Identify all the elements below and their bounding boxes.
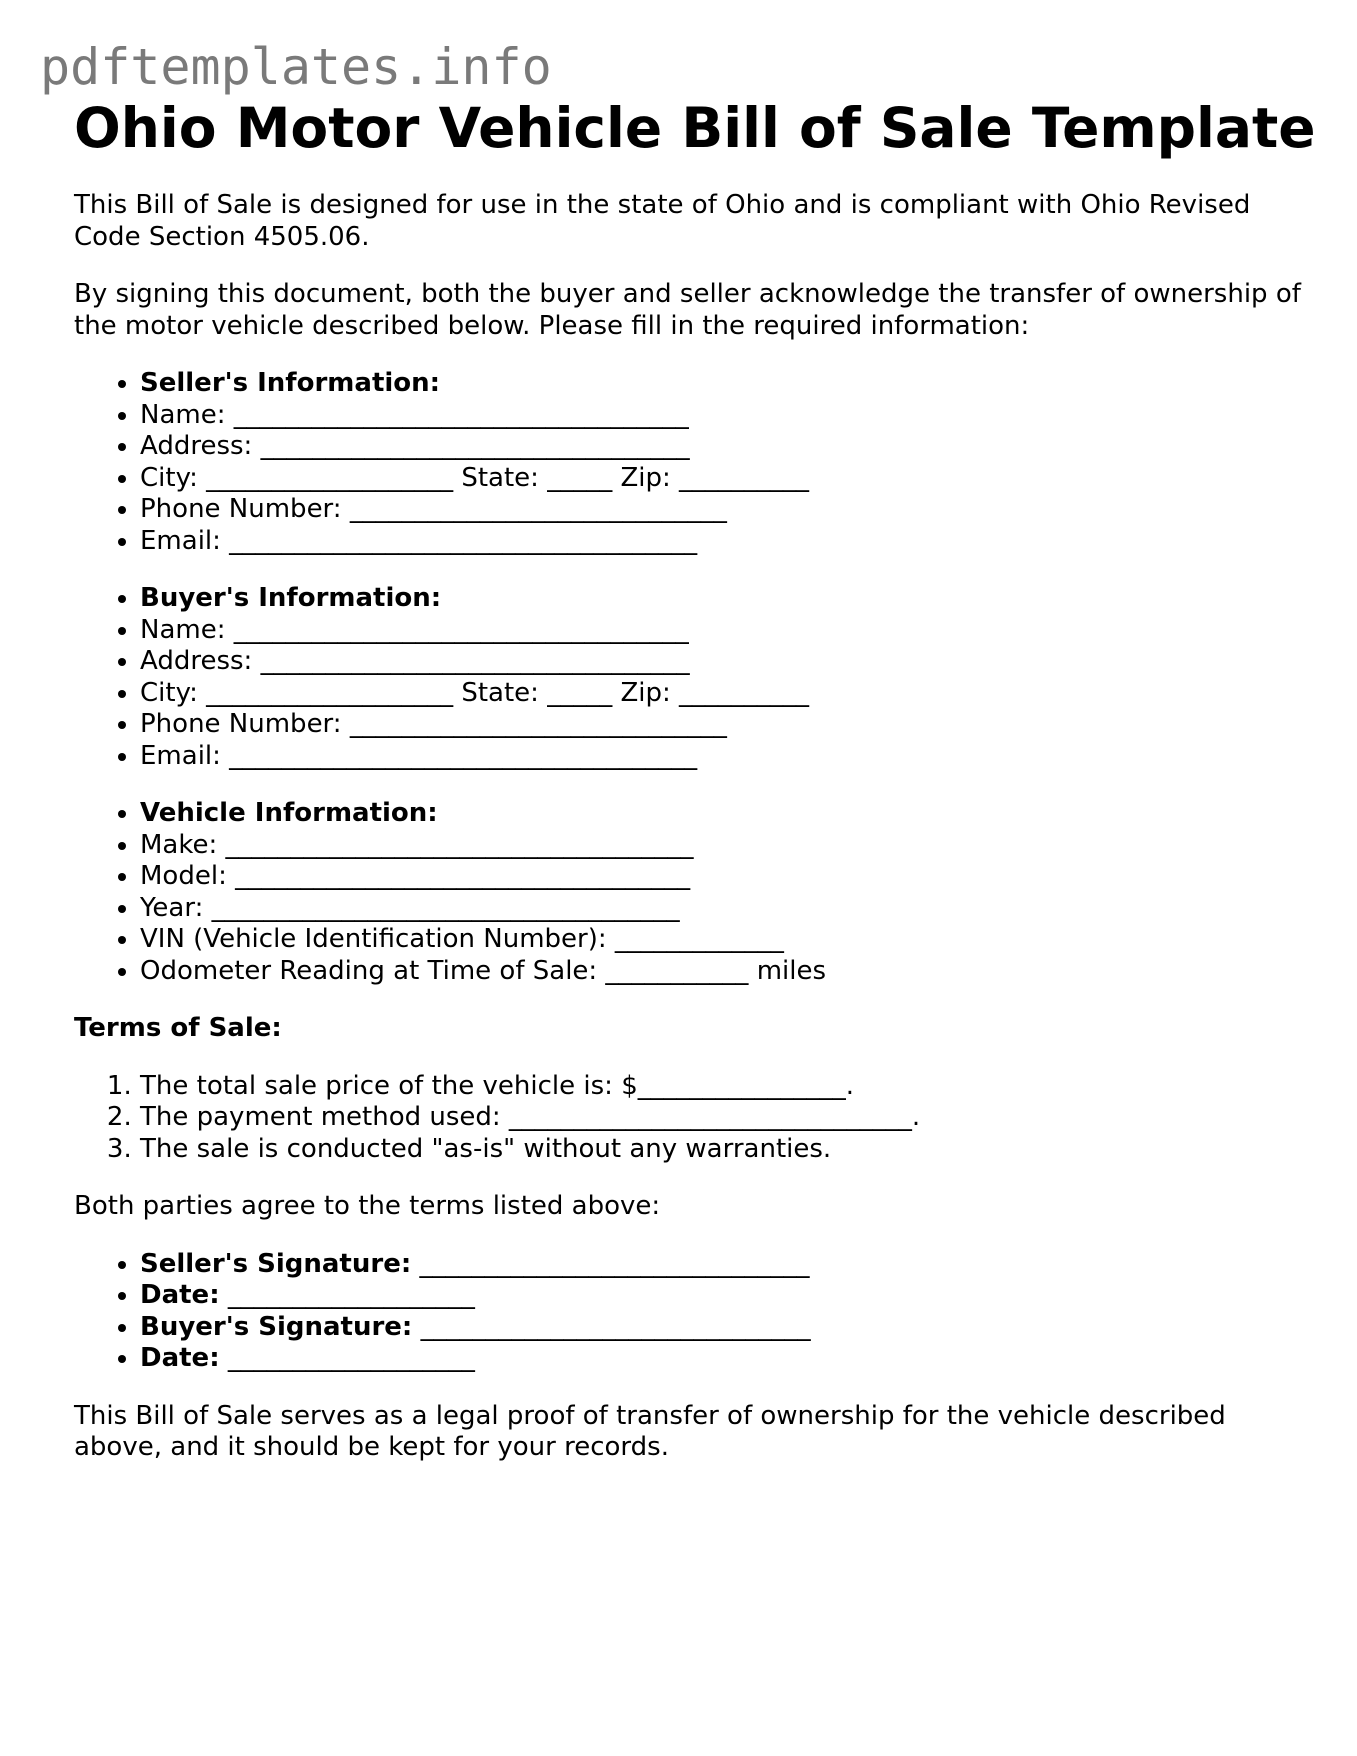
intro-paragraph-2: By signing this document, both the buyer and seller acknowledge the transfer of ownership of the motor vehicle described below. Please fill in the required information:: [74, 279, 1301, 341]
seller-name-field[interactable]: • Name: ___________________________________: [140, 400, 1304, 432]
vehicle-info-list: [74, 798, 1304, 987]
buyer-phone-field[interactable]: • Phone Number: _____________________________: [140, 709, 1304, 741]
seller-date-label: Date:: [140, 1280, 220, 1310]
vehicle-model-field[interactable]: • Model: ___________________________________: [140, 861, 1304, 893]
closing-paragraph: This Bill of Sale serves as a legal proof of transfer of ownership for the vehicle described above, and it should be kept for your records.: [74, 1400, 1226, 1462]
vehicle-odometer-field[interactable]: • Odometer Reading at Time of Sale: ___________ miles: [140, 956, 1304, 988]
seller-signature-line[interactable]: ______________________________: [411, 1248, 810, 1279]
terms-heading: Terms of Sale:: [74, 1013, 282, 1043]
document-title: Ohio Motor Vehicle Bill of Sale Template: [74, 96, 1316, 160]
document-page: [74, 96, 1316, 1464]
watermark: pdftemplates.info: [40, 38, 552, 96]
buyer-email-field[interactable]: • Email: ____________________________________: [140, 741, 1304, 773]
seller-info-list: [74, 368, 1304, 557]
seller-date-field[interactable]: [140, 1280, 1304, 1312]
buyer-signature-line[interactable]: ______________________________: [412, 1311, 811, 1342]
seller-phone-field[interactable]: • Phone Number: _____________________________: [140, 494, 1304, 526]
seller-heading: • Seller's Information:: [140, 368, 1304, 400]
signature-list: [74, 1249, 1304, 1375]
buyer-city-state-zip-field[interactable]: • City: ___________________ State: _____ Zip: __________: [140, 678, 1304, 710]
seller-signature-field[interactable]: [140, 1249, 1304, 1281]
agreement-text: Both parties agree to the terms listed above:: [74, 1191, 661, 1221]
terms-list: [74, 1071, 1304, 1166]
buyer-name-field[interactable]: • Name: ___________________________________: [140, 615, 1304, 647]
buyer-info-list: [74, 583, 1304, 772]
intro-paragraph-1: This Bill of Sale is designed for use in the state of Ohio and is compliant with Ohio Revised Code Section 4505.06.: [74, 190, 1251, 252]
terms-item-price[interactable]: 1. The total sale price of the vehicle is: $________________.: [140, 1071, 1304, 1103]
buyer-signature-label: Buyer's Signature:: [140, 1311, 413, 1342]
terms-item-payment-method[interactable]: 2. The payment method used: _______________________________.: [140, 1102, 1304, 1134]
seller-date-line[interactable]: ___________________: [219, 1280, 475, 1310]
seller-city-state-zip-field[interactable]: • City: ___________________ State: _____ Zip: __________: [140, 463, 1304, 495]
buyer-date-field[interactable]: [140, 1343, 1304, 1375]
buyer-date-label: Date:: [140, 1343, 220, 1373]
vehicle-year-field[interactable]: • Year: ____________________________________: [140, 893, 1304, 925]
buyer-address-field[interactable]: • Address: _________________________________: [140, 646, 1304, 678]
terms-item-as-is: 3. The sale is conducted "as-is" without any warranties.: [140, 1134, 1304, 1166]
buyer-signature-field[interactable]: [140, 1312, 1304, 1344]
buyer-date-line[interactable]: ___________________: [219, 1343, 475, 1373]
seller-email-field[interactable]: • Email: ____________________________________: [140, 526, 1304, 558]
buyer-heading: • Buyer's Information:: [140, 583, 1304, 615]
vehicle-make-field[interactable]: • Make: ____________________________________: [140, 830, 1304, 862]
seller-address-field[interactable]: • Address: _________________________________: [140, 431, 1304, 463]
vehicle-heading: • Vehicle Information:: [140, 798, 1304, 830]
seller-signature-label: Seller's Signature:: [140, 1248, 412, 1279]
vehicle-vin-field[interactable]: • VIN (Vehicle Identification Number): _____________: [140, 924, 1304, 956]
